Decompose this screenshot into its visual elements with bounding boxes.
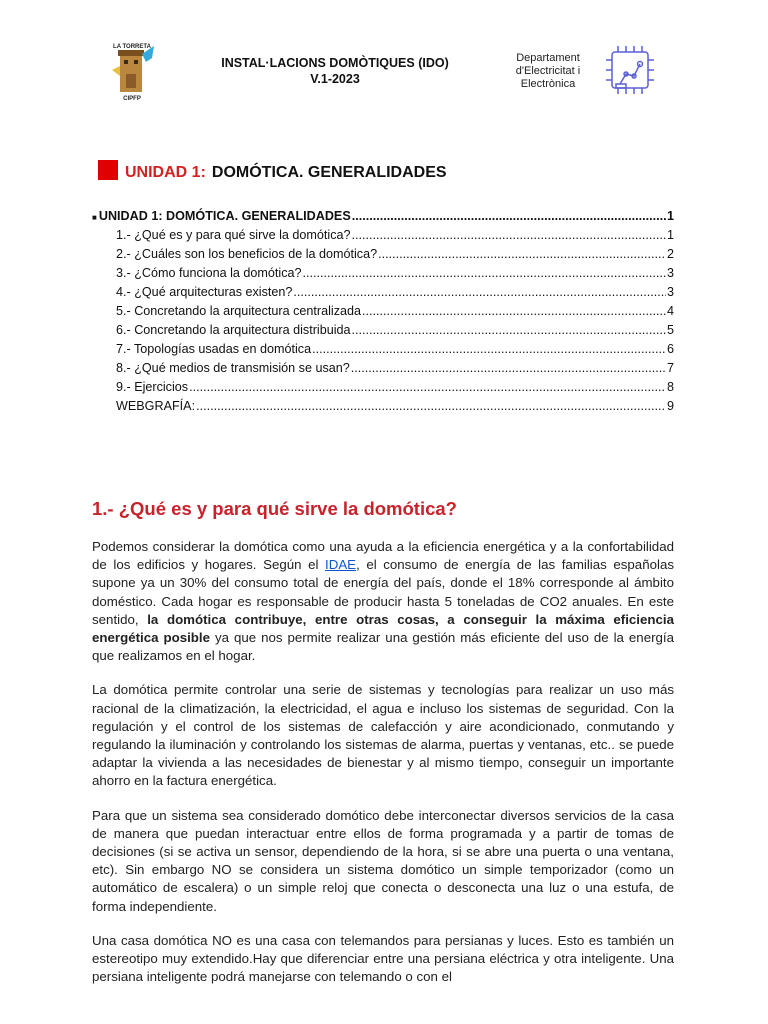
toc-label: UNIDAD 1: DOMÓTICA. GENERALIDADES <box>98 209 351 223</box>
logo-text-top: LA TORRETA <box>113 44 151 50</box>
toc-entry[interactable] <box>92 340 674 359</box>
toc-leader <box>352 207 666 226</box>
course-title <box>190 55 480 87</box>
section-heading: 1.- ¿Qué es y para qué sirve la domótica? <box>92 498 457 519</box>
paragraph: La domótica permite controlar una serie de sistemas y tecnologías para realizar un uso más racional de la climatización, la electricidad, el agua e incluso los sistemas de seguridad. Con la regulación y el control de los sistemas de calefacción y aire acondicionado, conmutando y regulando la iluminación y controlando los sistemas de alarma, puertas y ventanas, etc.. se puede adaptar la vivienda a las necesidades de bienestar y al mismo tiempo, conseguir un importante ahorro en la factura energética. <box>92 682 674 789</box>
toc-leader <box>351 359 666 378</box>
toc-label: 7.- Topologías usadas en domótica <box>116 342 312 356</box>
text-span: ya que nos permite realizar una gestión más eficiente del uso de la energía que realizamos en el hogar. <box>92 630 674 664</box>
logo-text-bottom: CIPFP <box>123 96 141 102</box>
toc-page: 7 <box>666 361 674 375</box>
page-header <box>0 0 768 120</box>
course-title-line1: INSTAL·LACIONS DOMÒTIQUES (IDO) <box>221 56 449 70</box>
toc-label: 4.- ¿Qué arquitecturas existen? <box>116 285 293 299</box>
toc-page: 6 <box>666 342 674 356</box>
toc-label: WEBGRAFÍA: <box>116 399 196 413</box>
toc-label: 9.- Ejercicios <box>116 380 189 394</box>
dept-line3: Electrònica <box>520 78 576 90</box>
toc-entry[interactable] <box>92 378 674 397</box>
unit-label: UNIDAD 1: <box>125 164 206 181</box>
toc-leader <box>293 283 666 302</box>
toc-page: 4 <box>666 304 674 318</box>
toc-entry[interactable] <box>92 264 674 283</box>
toc-leader <box>189 378 666 397</box>
toc-page: 9 <box>666 399 674 413</box>
text-span: , el consumo de energía de las familias españolas supone ya un 30% del consumo total de energía del país, donde el 18% corresponde al ámbito doméstico. Cada hogar es responsable de producir hasta 5 toneladas de CO2 anuales. En este sentido, <box>92 557 674 627</box>
toc-entry[interactable] <box>92 359 674 378</box>
table-of-contents <box>92 207 674 416</box>
toc-leader <box>352 226 666 245</box>
toc-page: 3 <box>666 285 674 299</box>
toc-label: 3.- ¿Cómo funciona la domótica? <box>116 266 302 280</box>
toc-label: 5.- Concretando la arquitectura centralizada <box>116 304 362 318</box>
red-square-icon <box>98 160 118 180</box>
toc-entry[interactable] <box>92 245 674 264</box>
paragraph: Una casa domótica NO es una casa con telemandos para persianas y luces. Esto es también un estereotipo muy extendido.Hay que diferenciar entre una persiana eléctrica y otra inteligente. Una persiana inteligente podrá manejarse con telemando o con el <box>92 932 674 985</box>
toc-leader <box>312 340 666 359</box>
circuit-robot-icon <box>604 44 656 96</box>
toc-entry[interactable] <box>92 283 674 302</box>
square-bullet-icon: ■ <box>92 213 97 222</box>
toc-entry[interactable] <box>92 321 674 340</box>
course-version: V.1-2023 <box>310 72 360 86</box>
toc-leader <box>303 264 666 283</box>
toc-leader <box>352 321 666 340</box>
toc-page: 2 <box>666 247 674 261</box>
toc-leader <box>362 302 666 321</box>
school-logo <box>106 40 158 102</box>
toc-page: 1 <box>666 228 674 242</box>
dept-line1: Departament <box>516 52 580 64</box>
toc-entry[interactable] <box>92 397 674 416</box>
toc-label: 1.- ¿Qué es y para qué sirve la domótica? <box>116 228 351 242</box>
text-span: Podemos considerar la domótica como una ayuda a la eficiencia energética y a la confortabilidad de los edificios y hogares. Según el <box>92 539 674 573</box>
toc-main-entry[interactable] <box>92 207 674 226</box>
paragraph: Para que un sistema sea considerado domótico debe interconectar diversos servicios de la casa de manera que puedan interactuar entre ellos de forma programada y a partir de tomas de decisiones (si se activa un sensor, dependiendo de la hora, si se abre una puerta o una ventana, etc). Sin embargo NO se considera un sistema domótico un simple temporizador (como un automático de escalera) o un simple reloj que conecta o desconecta una luz o una estufa, de forma independiente. <box>92 807 674 914</box>
bold-text: la domótica contribuye, entre otras cosas, a conseguir la máxima eficiencia energética posible <box>92 611 674 646</box>
dept-line2: d'Electricitat i <box>515 65 581 77</box>
toc-leader <box>378 245 666 264</box>
toc-page: 8 <box>666 380 674 394</box>
toc-page: 5 <box>666 323 674 337</box>
toc-label: 8.- ¿Qué medios de transmisión se usan? <box>116 361 350 375</box>
section-body <box>92 538 674 1002</box>
unit-title-text: DOMÓTICA. GENERALIDADES <box>211 164 447 181</box>
paragraph <box>92 538 674 665</box>
toc-page: 1 <box>666 209 674 223</box>
toc-entry[interactable] <box>92 226 674 245</box>
unit-heading <box>98 160 447 182</box>
toc-label: 2.- ¿Cuáles son los beneficios de la domótica? <box>116 247 378 261</box>
toc-page: 3 <box>666 266 674 280</box>
toc-leader <box>196 397 666 416</box>
department-name <box>506 52 590 91</box>
toc-label: 6.- Concretando la arquitectura distribuida <box>116 323 351 337</box>
idae-link[interactable]: IDAE <box>325 557 357 573</box>
toc-entry[interactable] <box>92 302 674 321</box>
